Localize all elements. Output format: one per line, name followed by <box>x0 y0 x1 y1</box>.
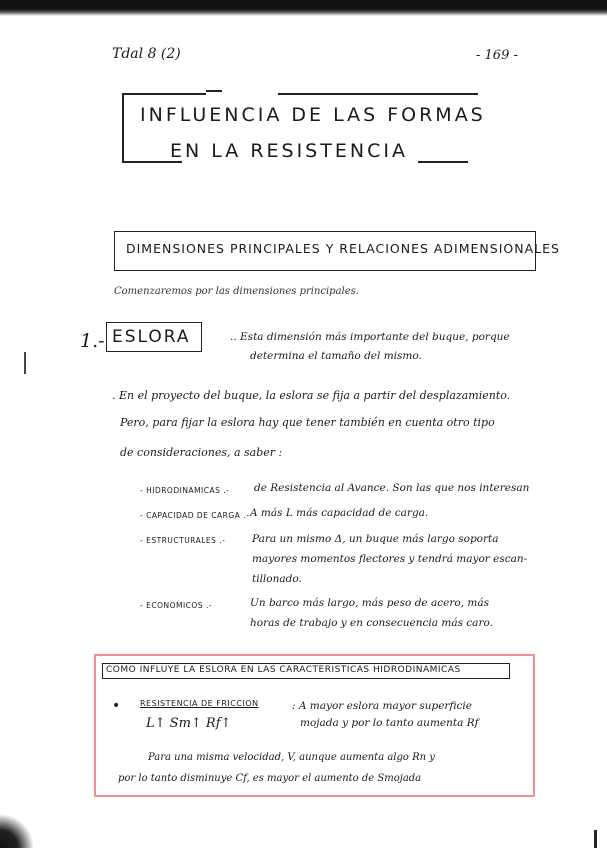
consideration-label-structural: - ESTRUCTURALES .- <box>140 536 226 545</box>
page-number: - 169 - <box>476 48 518 63</box>
consideration-label-hydrodynamic: - HIDRODINAMICAS .- <box>140 486 230 495</box>
consideration-label-economic: - ECONOMICOS .- <box>140 601 213 610</box>
scan-top-edge <box>0 0 607 16</box>
item-number: 1.- <box>80 330 105 352</box>
eslora-definition-line-2: determina el tamaño del mismo. <box>250 350 422 362</box>
intro-text: Comenzaremos por las dimensiones principales. <box>114 286 359 297</box>
box-paragraph-line-2: por lo tanto disminuye Cf, es mayor el aumento de Smojada <box>118 773 422 784</box>
scan-edge-mark <box>594 830 597 848</box>
title-line-2: EN LA RESISTENCIA <box>170 140 408 162</box>
box-paragraph-line-1: Para una misma velocidad, V, aunque aumenta algo Rn y <box>148 752 435 763</box>
box-title: COMO INFLUYE LA ESLORA EN LAS CARACTERISTICAS HIDRODINAMICAS <box>106 665 461 675</box>
friction-explanation-line-1: : A mayor eslora mayor superficie <box>292 700 472 712</box>
title-line-1: INFLUENCIA DE LAS FORMAS <box>140 104 486 126</box>
margin-tick <box>24 352 26 374</box>
friction-label: RESISTENCIA DE FRICCION <box>140 699 259 708</box>
section-heading: DIMENSIONES PRINCIPALES Y RELACIONES ADIMENSIONALES <box>126 241 560 256</box>
consideration-label-capacity: - CAPACIDAD DE CARGA .- <box>140 511 250 520</box>
eslora-heading: ESLORA <box>112 327 191 347</box>
consideration-text: mayores momentos flectores y tendrá mayor escan- <box>252 553 528 565</box>
paragraph-line-2: Pero, para fijar la eslora hay que tener también en cuenta otro tipo <box>120 416 495 429</box>
paragraph-line-3: de consideraciones, a saber : <box>120 446 283 459</box>
friction-explanation-line-2: mojada y por lo tanto aumenta Rf <box>300 717 479 729</box>
scan-corner-mark <box>0 808 34 848</box>
consideration-text: Para un mismo Δ, un buque más largo soporta <box>252 533 499 545</box>
header-reference: Tdal 8 (2) <box>112 46 181 62</box>
consideration-text: de Resistencia al Avance. Son las que nos interesan <box>254 482 530 494</box>
friction-formula: L↑ Sm↑ Rf↑ <box>146 716 232 731</box>
consideration-text: A más L más capacidad de carga. <box>250 507 429 519</box>
bullet: • <box>112 698 121 714</box>
eslora-definition-line-1: .. Esta dimensión más importante del buque, porque <box>230 331 510 343</box>
consideration-text: tillonado. <box>252 573 302 585</box>
consideration-text: horas de trabajo y en consecuencia más caro. <box>250 617 493 629</box>
paragraph-line-1: . En el proyecto del buque, la eslora se fija a partir del desplazamiento. <box>112 389 511 402</box>
consideration-text: Un barco más largo, más peso de acero, más <box>250 597 489 609</box>
